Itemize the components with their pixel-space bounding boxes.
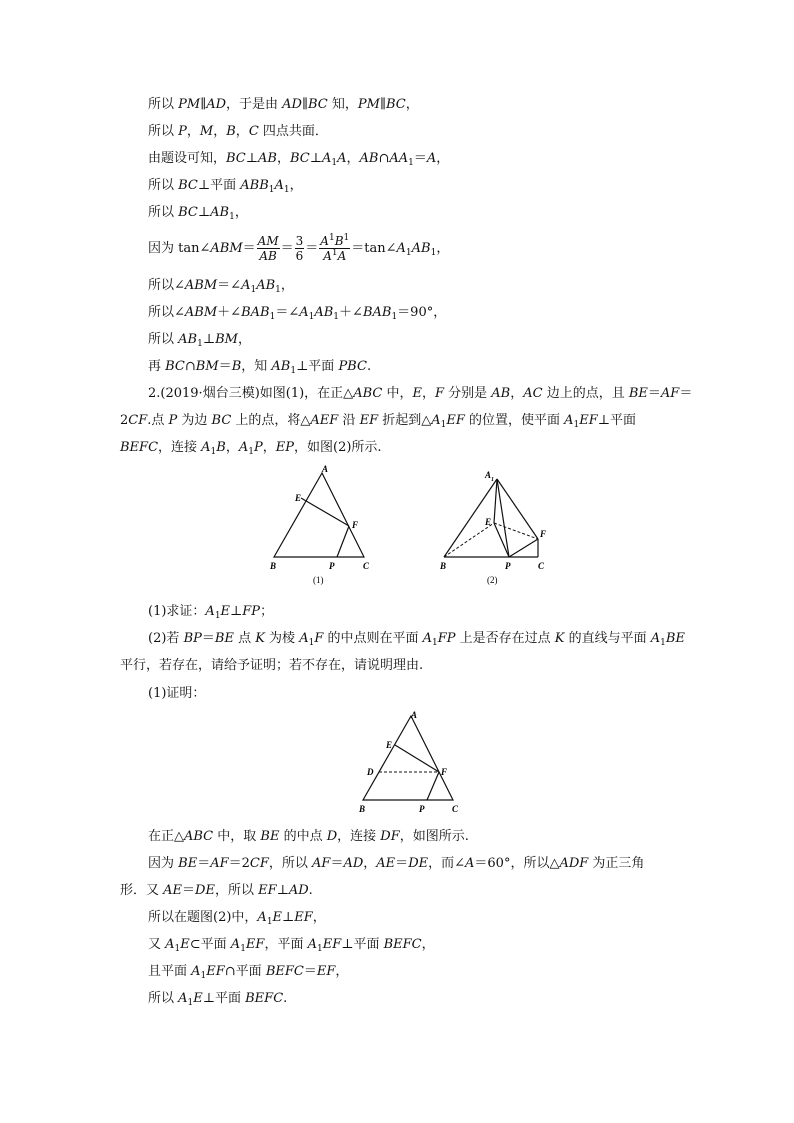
- tan-equation: 因为 tan∠ABM＝ $\frac{AM}{AB}$ ＝ $\frac{3}{6}$ ＝ $\frac{A^1B^1}{A^1A}$ $=\tan\angle A_1AB_1$，: [148, 233, 450, 263]
- text-line: 且平面 $A_1EF\cap$平面 BEFC＝EF，: [148, 964, 349, 981]
- text-line: 所以在题图(2)中，$A_1E\perp EF$，: [148, 910, 326, 927]
- label-A1: $A_1$: [485, 470, 495, 483]
- problem-2-line: BEFC，连接 $A_1B$，$A_1P$，EP，如图(2)所示.: [120, 440, 382, 457]
- label-A: A: [322, 465, 329, 474]
- text-line: 所以$\angle ABM=\angle A_1AB_1$，: [148, 278, 294, 295]
- text-line: 在正△ABC 中，取 BE 的中点 D，连接 DF，如图所示.: [148, 829, 469, 844]
- text-line: 所以 $A_1E\perp$平面 BEFC.: [148, 991, 288, 1008]
- label-C: C: [363, 561, 370, 571]
- label-B: B: [440, 561, 447, 571]
- text-line: 所以$\angle ABM+\angle BAB_1=\angle A_1AB_1+\angle BAB_1=90^\circ$，: [148, 305, 447, 322]
- text-line: 因为 BE＝AF＝2CF，所以 AF＝AD，AE＝DE，而∠A＝60°，所以△ADF 为正三角: [148, 856, 645, 871]
- caption-2: (2): [487, 575, 498, 585]
- figure-1-triangle: [262, 465, 382, 585]
- text-line: 所以 P，M，B，C 四点共面．: [148, 124, 328, 139]
- fraction: $\frac{A^1B^1}{A^1A}$: [320, 233, 350, 263]
- label-C: C: [452, 804, 459, 814]
- question-1: (1)求证：$A_1E\perp FP$；: [148, 604, 274, 621]
- label-F: F: [540, 529, 547, 539]
- label-C: C: [538, 561, 545, 571]
- caption-1: (1): [313, 575, 324, 585]
- question-2-line: (2)若 BP＝BE 点 K 为棱 $A_1F$ 的中点则在平面 $A_1FP$ 上是否存在过点 K 的直线与平面 $A_1BE$: [148, 631, 685, 648]
- problem-2-line: 2.(2019·烟台三模)如图(1)，在正△ABC 中，E，F 分别是 AB，AC 边上的点，且 BE＝AF＝: [148, 386, 693, 401]
- text-line: 所以 BC⊥平面 $ABB_1A_1$，: [148, 178, 303, 195]
- problem-2-line: 2CF.点 P 为边 BC 上的点，将△AEF 沿 EF 折起到$\triangle A_1EF$ 的位置，使平面 $A_1EF\perp$平面: [120, 413, 637, 430]
- text-line: 又 $A_1E\subset$平面 $A_1EF$，平面 $A_1EF\perp$平面 BEFC，: [148, 937, 435, 954]
- label-B: B: [270, 561, 277, 571]
- label-A: A: [411, 710, 418, 720]
- label-P: P: [419, 804, 425, 814]
- label-F: F: [441, 767, 448, 777]
- label-P: P: [505, 561, 511, 571]
- text-line: 所以 $AB_1\perp BM$，: [148, 332, 251, 349]
- label-P: P: [329, 561, 335, 571]
- text-line: 由题设可知，BC⊥AB，$BC\perp A_1A$，$AB\cap AA_1=A$，: [148, 151, 450, 168]
- label-E: E: [485, 517, 492, 527]
- figure-2-pyramid: [432, 465, 562, 585]
- label-E: E: [295, 493, 302, 503]
- proof-heading: (1)证明：: [148, 686, 206, 701]
- label-F: F: [352, 520, 359, 530]
- question-2-line: 平行，若存在，请给予证明；若不存在，请说明理由.: [120, 658, 424, 673]
- text-line: 所以 PM∥AD，于是由 AD∥BC 知，PM∥BC，: [148, 97, 419, 112]
- figure-3-triangle: [355, 708, 465, 820]
- label-E: E: [386, 740, 393, 750]
- text-line: 所以 $BC\perp AB_1$，: [148, 205, 248, 222]
- label-B: B: [359, 804, 366, 814]
- fraction: $\frac{AM}{AB}$: [257, 234, 279, 263]
- fraction: $\frac{3}{6}$: [295, 234, 304, 263]
- text-line: 形．又 AE＝DE，所以 EF⊥AD.: [120, 883, 313, 898]
- label-D: D: [367, 767, 374, 777]
- text-line: 再 BC∩BM＝B，知 $AB_1\perp$平面 PBC.: [148, 359, 372, 376]
